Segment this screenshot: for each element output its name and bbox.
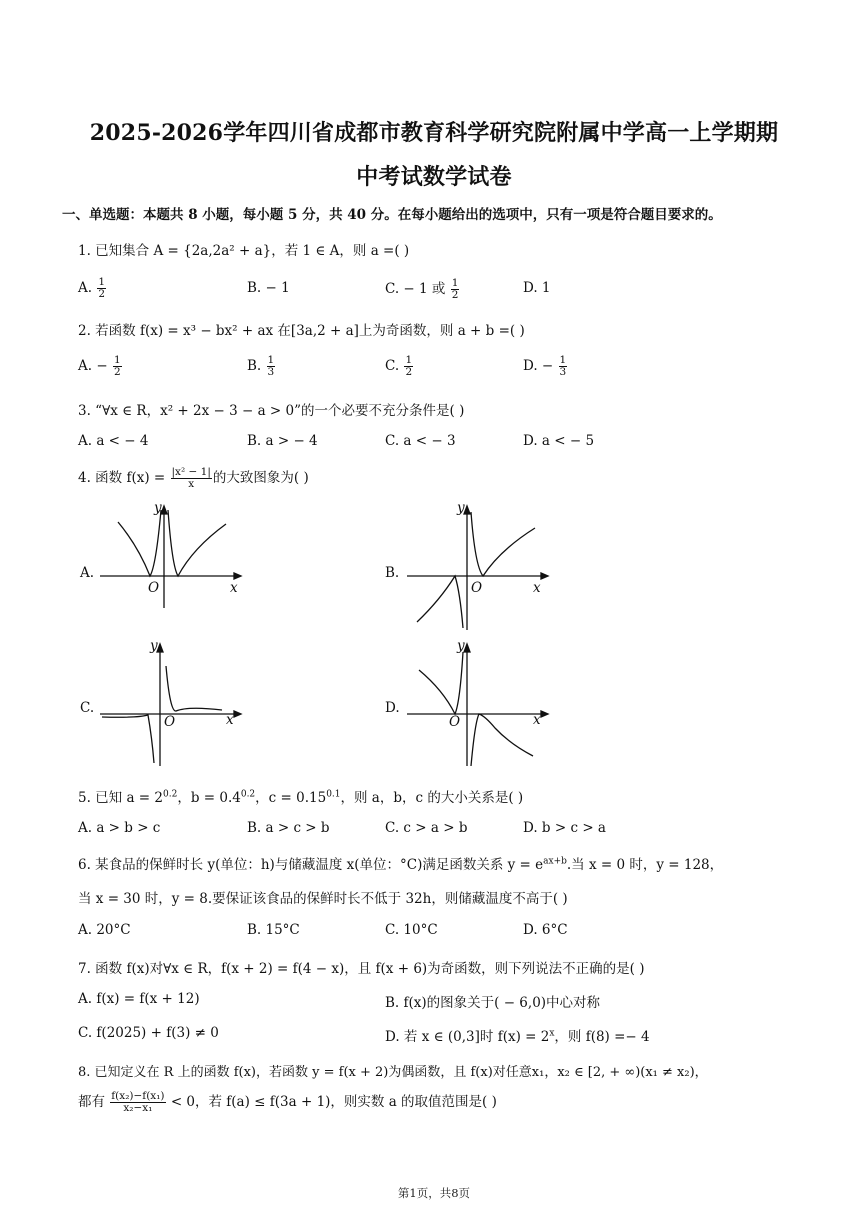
axis-x-label: x xyxy=(533,712,541,728)
q3-option-b[interactable]: B. a > − 4 xyxy=(247,433,318,449)
q2-option-a[interactable] xyxy=(78,355,123,378)
question-6-line2: 当 x = 30 时，y = 8.要保证该食品的保鲜时长不低于 32h，则储藏温度不高于( ) xyxy=(78,891,568,907)
q2-option-b-label: B. xyxy=(247,358,262,374)
origin-label: O xyxy=(471,580,483,596)
q2-option-a-label: A. − xyxy=(78,358,108,374)
q5-option-c[interactable]: C. c > a > b xyxy=(385,820,468,836)
frac-num: 1 xyxy=(113,354,121,366)
q4-option-d-label[interactable]: D. xyxy=(385,700,400,716)
question-3-text: 3. “∀x ∈ R，x² + 2x − 3 − a > 0”的一个必要不充分条件是( ) xyxy=(78,403,465,419)
origin-label: O xyxy=(449,714,461,730)
axis-y-label: y xyxy=(154,500,162,516)
q5-a-exp: 0.2 xyxy=(163,789,178,800)
q5-text-end: ，则 a，b，c 的大小关系是( ) xyxy=(340,790,524,806)
question-1-text: 1. 已知集合 A = {2a,2a² + a}，若 1 ∈ A，则 a =( ) xyxy=(78,243,410,259)
section-heading: 一、单选题：本题共 8 小题，每小题 5 分，共 40 分。在每小题给出的选项中，只有一项是符合题目要求的。 xyxy=(62,207,722,223)
q4-text-pre: 4. 函数 f(x) = xyxy=(78,470,166,486)
q1-option-a-label: A. xyxy=(78,280,93,296)
q4-option-c-label[interactable]: C. xyxy=(80,700,95,716)
q4-fraction xyxy=(171,467,212,490)
q6-option-c[interactable]: C. 10°C xyxy=(385,922,438,938)
q7-option-d[interactable] xyxy=(385,1025,650,1045)
frac-num: 1 xyxy=(451,277,459,289)
frac-num: 1 xyxy=(267,354,275,366)
axis-x-label: x xyxy=(226,712,234,728)
q5-c-def: ，c = 0.15 xyxy=(255,790,327,806)
frac-den: 2 xyxy=(405,366,413,378)
q7-option-d-exp: x xyxy=(549,1028,555,1039)
q1-option-a-fraction xyxy=(97,277,106,300)
frac-num: 1 xyxy=(559,354,567,366)
frac-den: 2 xyxy=(451,289,459,301)
q2-option-b-fraction xyxy=(267,355,276,378)
question-5-text xyxy=(78,786,523,806)
q8-line2-post: < 0，若 f(a) ≤ f(3a + 1)，则实数 a 的取值范围是( ) xyxy=(170,1094,497,1110)
q7-option-b[interactable]: B. f(x)的图象关于( − 6,0)中心对称 xyxy=(385,995,601,1011)
question-8-line2 xyxy=(78,1090,497,1114)
q5-option-a[interactable]: A. a > b > c xyxy=(78,820,161,836)
axis-x-label: x xyxy=(230,580,238,596)
q2-option-c[interactable] xyxy=(385,355,414,378)
question-8-line1: 8. 已知定义在 R 上的函数 f(x)，若函数 y = f(x + 2)为偶函数，且 f(x)对任意x₁，x₂ ∈ [2, + ∞)(x₁ ≠ x₂)， xyxy=(78,1065,708,1080)
q3-option-c[interactable]: C. a < − 3 xyxy=(385,433,456,449)
q2-option-d-label: D. − xyxy=(523,358,554,374)
exam-title-line1: 2025-2026学年四川省成都市教育科学研究院附属中学高一上学期期 xyxy=(89,120,779,146)
q3-option-d[interactable]: D. a < − 5 xyxy=(523,433,595,449)
q5-option-b[interactable]: B. a > c > b xyxy=(247,820,330,836)
q5-a-def: 5. 已知 a = 2 xyxy=(78,790,163,806)
question-2-text: 2. 若函数 f(x) = x³ − bx² + ax 在[3a,2 + a]上为奇函数，则 a + b =( ) xyxy=(78,323,525,339)
question-6-line1 xyxy=(78,853,723,873)
frac-num: |x² − 1| xyxy=(171,466,211,478)
q2-option-d-fraction xyxy=(559,355,568,378)
q6-exponent: ax+b xyxy=(543,856,567,867)
q1-option-d[interactable]: D. 1 xyxy=(523,280,551,296)
origin-label: O xyxy=(148,580,160,596)
question-7-text: 7. 函数 f(x)对∀x ∈ R，f(x + 2) = f(4 − x)，且 f(x + 6)为奇函数，则下列说法不正确的是( ) xyxy=(78,961,645,977)
page-footer: 第1页，共8页 xyxy=(397,1186,471,1200)
q2-option-c-label: C. xyxy=(385,358,400,374)
q5-b-exp: 0.2 xyxy=(240,789,256,800)
q1-option-c[interactable] xyxy=(385,277,460,301)
frac-num: f(x₂)−f(x₁) xyxy=(111,1090,165,1102)
q7-option-d-pre: D. 若 x ∈ (0,3]时 f(x) = 2 xyxy=(385,1029,550,1045)
q1-option-c-label: C. − 1 或 xyxy=(385,281,446,297)
q8-fraction xyxy=(110,1091,165,1114)
q2-option-b[interactable] xyxy=(247,355,276,378)
axis-x-label: x xyxy=(533,580,541,596)
q6-line1-pre: 6. 某食品的保鲜时长 y(单位：h)与储藏温度 x(单位：°C)满足函数关系 y = e xyxy=(78,857,544,873)
q4-option-b-label[interactable]: B. xyxy=(385,565,400,581)
q8-line2-pre: 都有 xyxy=(78,1094,105,1110)
frac-den: 3 xyxy=(267,366,275,378)
frac-den: x₂−x₁ xyxy=(123,1102,153,1114)
q4-text-post: 的大致图象为( ) xyxy=(212,470,309,486)
q5-b-def: ，b = 0.4 xyxy=(177,790,241,806)
question-4-text xyxy=(78,466,309,490)
q4-option-a-label[interactable]: A. xyxy=(80,565,95,581)
axis-y-label: y xyxy=(457,638,465,654)
q4-graph-c[interactable] xyxy=(98,638,248,773)
q3-option-a[interactable]: A. a < − 4 xyxy=(78,433,149,449)
q4-graph-b[interactable] xyxy=(405,500,555,635)
axis-y-label: y xyxy=(150,638,158,654)
frac-den: x xyxy=(188,478,195,490)
frac-den: 2 xyxy=(98,288,106,300)
q4-graph-a[interactable] xyxy=(98,500,248,610)
q1-option-a[interactable] xyxy=(78,277,107,300)
q5-c-exp: 0.1 xyxy=(326,789,341,800)
q2-option-d[interactable] xyxy=(523,355,568,378)
q4-graph-d[interactable] xyxy=(405,638,555,773)
q2-option-a-fraction xyxy=(113,355,122,378)
q7-option-a[interactable]: A. f(x) = f(x + 12) xyxy=(78,991,200,1007)
frac-num: 1 xyxy=(405,354,413,366)
q6-option-d[interactable]: D. 6°C xyxy=(523,922,568,938)
frac-den: 2 xyxy=(113,366,121,378)
axis-y-label: y xyxy=(457,500,465,516)
origin-label: O xyxy=(164,714,176,730)
q7-option-c[interactable]: C. f(2025) + f(3) ≠ 0 xyxy=(78,1025,219,1041)
q7-option-d-post: ，则 f(8) =− 4 xyxy=(554,1029,650,1045)
exam-title-line2: 中考试数学试卷 xyxy=(356,164,512,190)
q6-line1-post: .当 x = 0 时，y = 128， xyxy=(566,857,724,873)
frac-num: 1 xyxy=(98,276,106,288)
q2-option-c-fraction xyxy=(404,355,413,378)
q6-option-a[interactable]: A. 20°C xyxy=(78,922,131,938)
q1-option-c-fraction xyxy=(451,278,460,301)
q5-option-d[interactable]: D. b > c > a xyxy=(523,820,606,836)
q6-option-b[interactable]: B. 15°C xyxy=(247,922,300,938)
q1-option-b[interactable]: B. − 1 xyxy=(247,280,290,296)
frac-den: 3 xyxy=(559,366,567,378)
